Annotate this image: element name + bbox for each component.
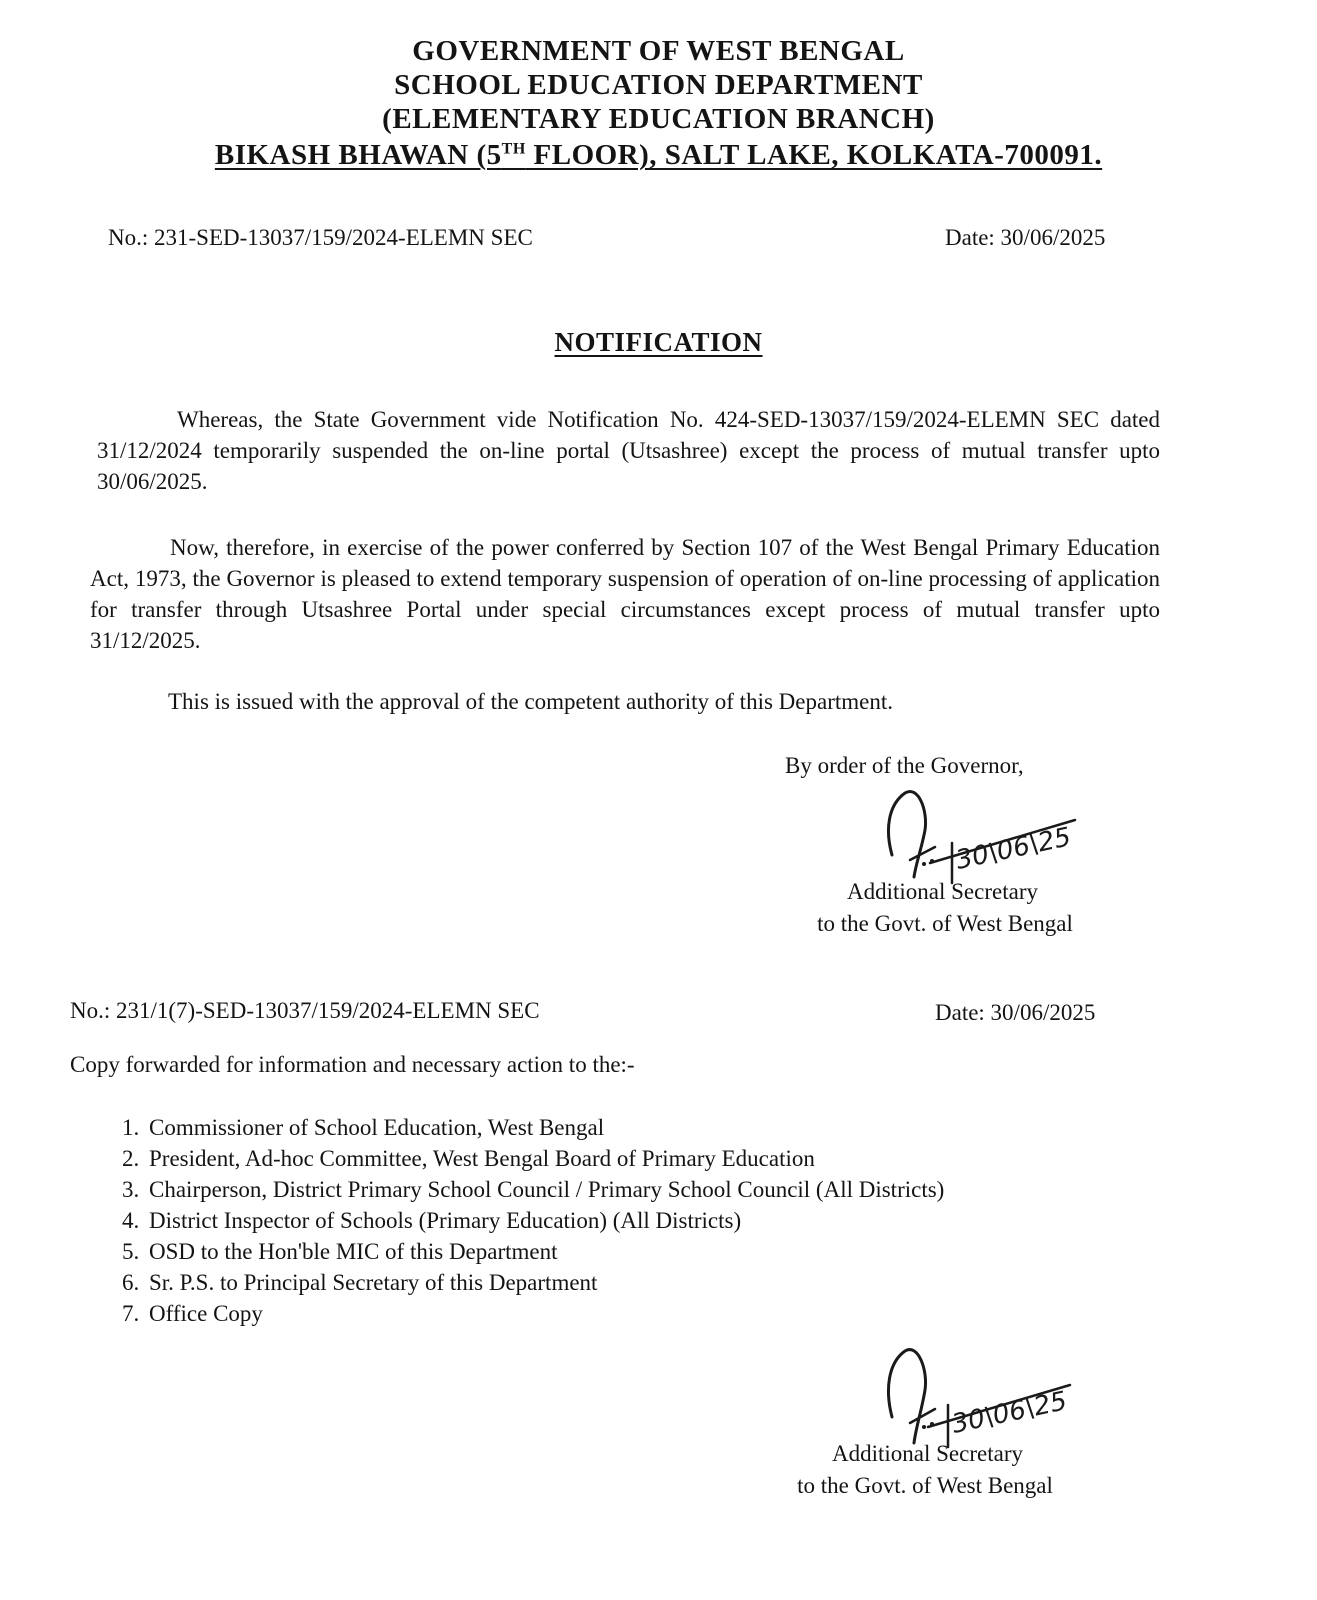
handwritten-signature-2 (880, 1345, 1090, 1450)
organisation-2: to the Govt. of West Bengal (797, 1473, 1053, 1498)
paragraph-now-therefore: Now, therefore, in exercise of the power conferred by Section 107 of the West Bengal Primary Education Act, 1973, the Governor is pleased to extend temporary suspension of operation of on-line processing of application for transfer through Utsashree Portal under special circumstances except process of mutual transfer upto 31/12/2025. (90, 535, 1160, 653)
designation-2: Additional Secretary (832, 1441, 1023, 1466)
notification-title: NOTIFICATION (554, 327, 763, 357)
dept-header-department: SCHOOL EDUCATION DEPARTMENT (394, 69, 923, 101)
recipient-list (105, 1112, 944, 1329)
list-item: 3. Chairperson, District Primary School Council / Primary School Council (All Districts) (145, 1174, 944, 1205)
list-item: 4. District Inspector of Schools (Primary Education) (All Districts) (145, 1205, 944, 1236)
svg-text:30\06\25: 30\06\25 (953, 822, 1074, 876)
address-part-2: FLOOR), SALT LAKE, KOLKATA-700091. (525, 139, 1103, 171)
memo-number: No.: 231-SED-13037/159/2024-ELEMN SEC (108, 225, 533, 250)
paragraph-approval: This is issued with the approval of the competent authority of this Department. (168, 689, 893, 714)
dept-header-branch: (ELEMENTARY EDUCATION BRANCH) (382, 103, 935, 135)
address-superscript: TH (501, 140, 526, 158)
by-order-line: By order of the Governor, (785, 753, 1024, 778)
address-part-1: BIKASH BHAWAN (5 (214, 139, 502, 171)
list-item: 6. Sr. P.S. to Principal Secretary of this Department (145, 1267, 944, 1298)
list-item: 1. Commissioner of School Education, West Bengal (145, 1112, 944, 1143)
designation: Additional Secretary (847, 879, 1038, 904)
memo-date-copy: Date: 30/06/2025 (935, 1000, 1096, 1025)
dept-header-government: GOVERNMENT OF WEST BENGAL (412, 35, 905, 67)
handwritten-signature (880, 785, 1090, 885)
list-item: 7. Office Copy (145, 1298, 944, 1329)
dept-header-address (0, 138, 1317, 172)
svg-text:30\06\25: 30\06\25 (949, 1386, 1070, 1440)
copy-forwarded-line: Copy forwarded for information and necessary action to the:- (70, 1052, 635, 1077)
list-item: 2. President, Ad-hoc Committee, West Bengal Board of Primary Education (145, 1143, 944, 1174)
memo-number-copy: No.: 231/1(7)-SED-13037/159/2024-ELEMN SEC (70, 998, 540, 1023)
paragraph-whereas: Whereas, the State Government vide Notification No. 424-SED-13037/159/2024-ELEMN SEC dated 31/12/2024 temporarily suspended the on-line portal (Utsashree) except the process of mutual transfer upto 30/06/2025. (97, 407, 1160, 494)
organisation: to the Govt. of West Bengal (817, 911, 1073, 936)
memo-date: Date: 30/06/2025 (945, 225, 1106, 250)
list-item: 5. OSD to the Hon'ble MIC of this Department (145, 1236, 944, 1267)
